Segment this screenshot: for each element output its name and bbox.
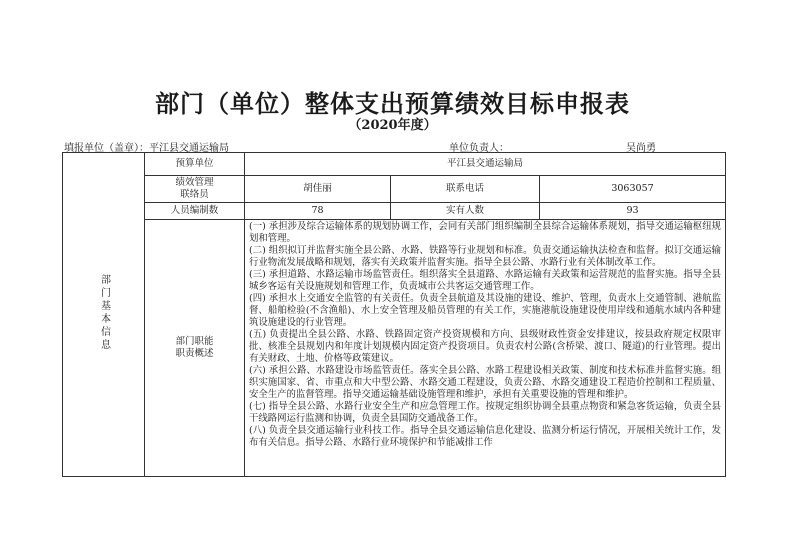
- responsible-name: 吴尚勇: [626, 143, 656, 154]
- duty-item: (六) 承担公路、水路建设市场监管责任。落实全县公路、水路工程建设相关政策、制度和技术标准并监督实施。组织实施国家、省、市重点和大中型公路、水路交通工程建设，负责公路、水路交通建设工程造价控制和工程质量、安全生产的监督管理。指导交通运输基础设施管理和维护，承担有关重要设施的管理和维护。: [249, 365, 721, 400]
- section-label: 部门基本信息: [98, 273, 110, 352]
- contact-label-line2: 联络员: [180, 189, 209, 200]
- responsible-label: 单位负责人：: [449, 143, 509, 154]
- staff-value: 78: [245, 203, 391, 220]
- duty-label-line2: 职责概述: [175, 348, 214, 359]
- page-title: 部门（单位）整体支出预算绩效目标申报表: [155, 90, 630, 118]
- table-row: [63, 203, 726, 220]
- table-row: [63, 220, 726, 477]
- phone-label: 联系电话: [391, 176, 540, 203]
- contact-label-line1: 绩效管理: [175, 177, 214, 188]
- actual-value: 93: [540, 203, 726, 220]
- budget-unit-label: 预算单位: [145, 153, 245, 176]
- duty-description: [245, 220, 726, 477]
- filler-unit-label: 填报单位（盖章）：平江县交通运输局: [64, 143, 229, 154]
- phone-value: 3063057: [540, 176, 726, 203]
- budget-unit-value: 平江县交通运输局: [245, 153, 726, 176]
- table-row: [63, 153, 726, 176]
- duty-item: (三) 承担道路、水路运输市场监管责任。组织落实全县道路、水路运输有关政策和运营规范的监督实施。指导全县城乡客运有关设施规划和管理工作，负责城市公共客运交通管理工作。: [249, 269, 721, 292]
- duty-item: (七) 指导全县公路、水路行业安全生产和应急管理工作。按规定组织协调全县重点物资和紧急客货运输，负责全县干线路网运行监测和协调，负责全县国防交通战备工作。: [249, 401, 721, 424]
- duty-item: (八) 负责全县交通运输行业科技工作。指导全县交通运输信息化建设、监测分析运行情况，开展相关统计工作，发布有关信息。指导公路、水路行业环境保护和节能减排工作: [249, 425, 721, 448]
- duty-label-line1: 部门职能: [175, 336, 214, 347]
- duty-item: (一) 承担涉及综合运输体系的规划协调工作，会同有关部门组织编制全县综合运输体系规划，指导交通运输枢纽规划和管理。: [249, 221, 721, 244]
- duty-item: (四) 承担水上交通安全监管的有关责任。负责全县航道及其设施的建设、维护、管理，负责水上交通管制、港航监督、船舶检验(不含渔船)、水上安全管理及船员管理的有关工作，实施港航设施建设使用岸线和通航水域内各种建筑设施建设的行业管理。: [249, 293, 721, 328]
- duty-item: (二) 组织拟订并监督实施全县公路、水路、铁路等行业规划和标准。负责交通运输执法检查和监督。拟订交通运输行业物流发展战略和规划，落实有关政策并监督实施。指导全县公路、水路行业有关体制改革工作。: [249, 245, 721, 268]
- table-row: [63, 176, 726, 203]
- staff-label: 人员编制数: [145, 203, 245, 220]
- section-cell: [63, 153, 145, 477]
- duty-label: [145, 220, 245, 477]
- contact-name: 胡佳丽: [245, 176, 391, 203]
- year-label: （2020年度）: [348, 118, 437, 133]
- duty-item: (五) 负责提出全县公路、水路、铁路固定资产投资规模和方向、县级财政性资金安排建议，按县政府规定权限审批、核准全县规划内和年度计划规模内固定资产投资项目。负责农村公路(含桥梁、渡口、隧道)的行业管理。提出有关财政、土地、价格等政策建议。: [249, 329, 721, 364]
- performance-table: [62, 152, 726, 477]
- actual-label: 实有人数: [391, 203, 540, 220]
- contact-label: [145, 176, 245, 203]
